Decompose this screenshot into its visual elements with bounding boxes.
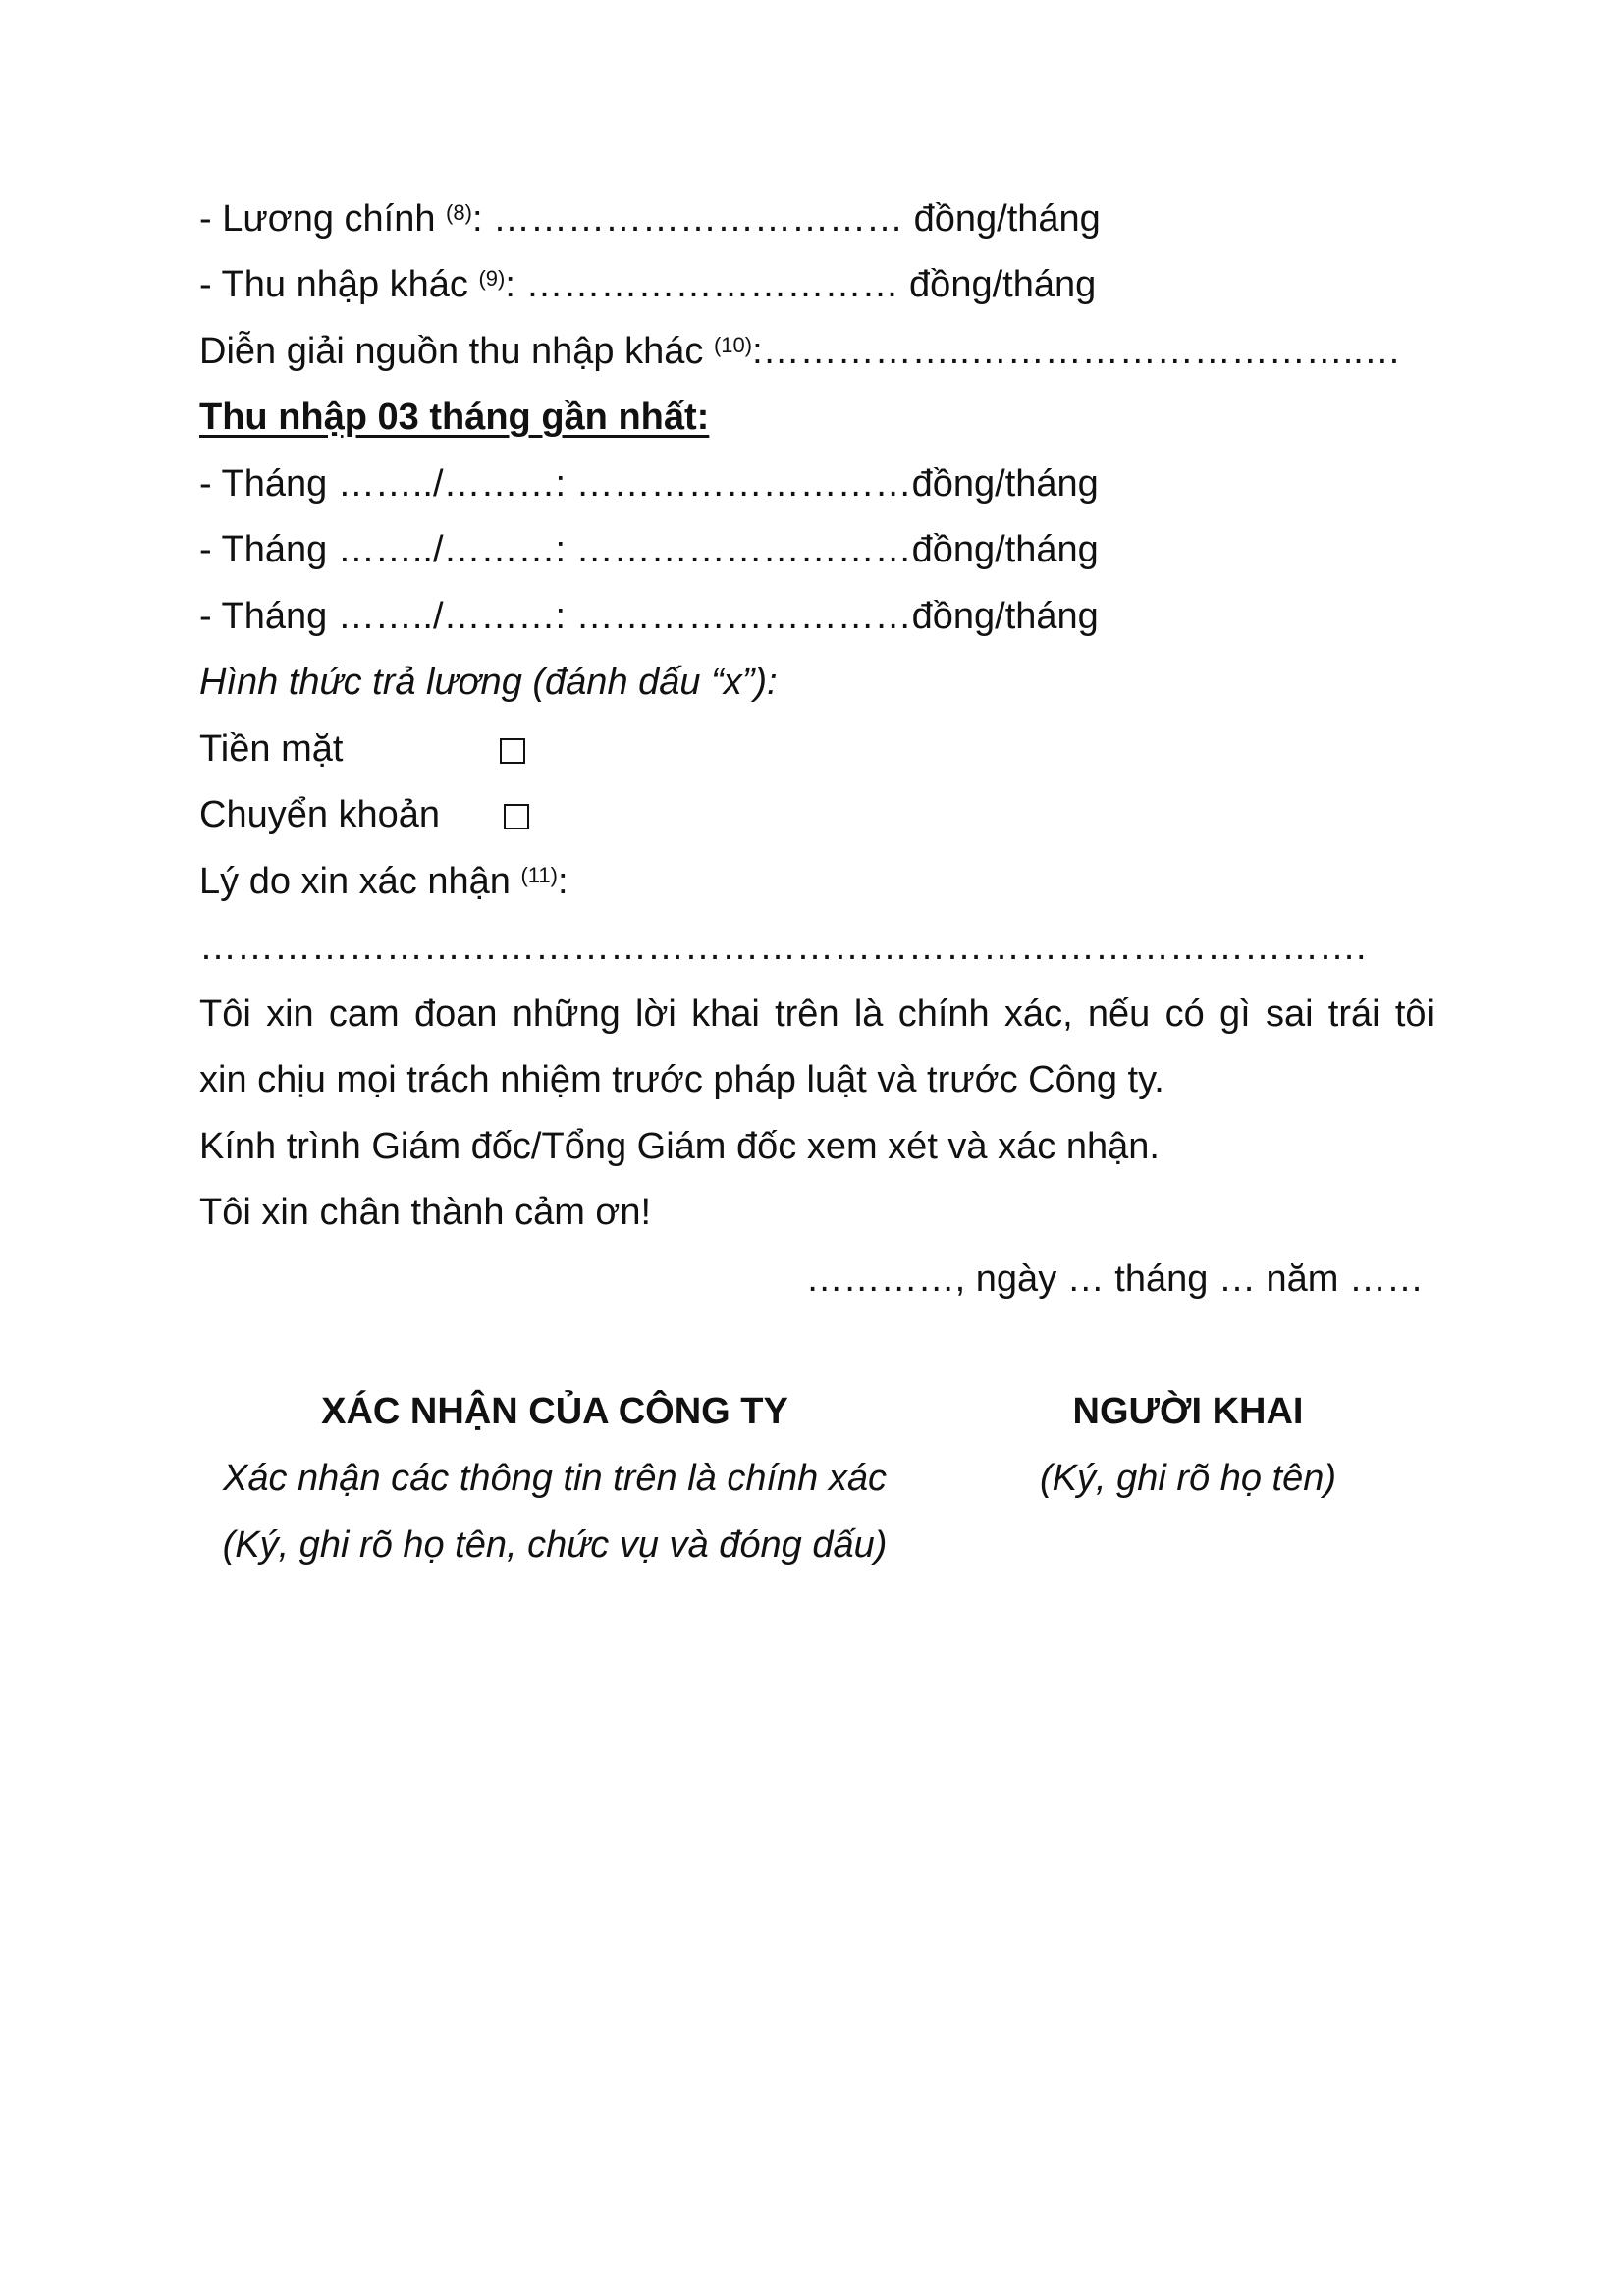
recent-income-heading: Thu nhập 03 tháng gần nhất: (199, 397, 710, 438)
reason-fill-line: …………………………………………………………………………………. (199, 927, 1367, 968)
main-salary-fill: : …………………………… đồng/tháng (471, 198, 1101, 240)
footnote-10: (10) (713, 333, 753, 357)
footnote-8: (8) (446, 200, 472, 225)
company-signature-note-1: Xác nhận các thông tin trên là chính xác (223, 1458, 887, 1499)
payment-option-transfer-checkbox[interactable] (504, 804, 529, 829)
reason-label: Lý do xin xác nhận (199, 861, 521, 902)
declaration-line-2: xin chịu mọi trách nhiệm trước pháp luật và trước Công ty. (199, 1059, 1164, 1100)
month-line-3: - Tháng ……../………: ………………………đồng/tháng (199, 596, 1099, 637)
company-signature-title: XÁC NHẬN CỦA CÔNG TY (321, 1391, 788, 1432)
declaration-line-3: Kính trình Giám đốc/Tổng Giám đốc xem xét và xác nhận. (199, 1126, 1160, 1167)
reason-suffix: : (557, 861, 568, 902)
main-salary-label: - Lương chính (199, 198, 447, 240)
other-source-fill: :……………..…………………………..… (752, 331, 1401, 372)
declaration-line-1: Tôi xin cam đoan những lời khai trên là chính xác, nếu có gì sai trái tôi (199, 993, 1434, 1035)
declarant-signature-note: (Ký, ghi rõ họ tên) (1039, 1458, 1337, 1499)
payment-option-transfer-label: Chuyển khoản (199, 794, 441, 835)
declaration-line-4: Tôi xin chân thành cảm ơn! (199, 1192, 652, 1233)
other-income-line (199, 262, 1096, 307)
month-line-1: - Tháng ……../………: ………………………đồng/tháng (199, 463, 1099, 505)
main-salary-line (199, 196, 1101, 241)
company-signature-note-2: (Ký, ghi rõ họ tên, chức vụ và đóng dấu) (222, 1524, 888, 1566)
payment-option-cash-label: Tiền mặt (199, 728, 344, 770)
other-source-line (199, 329, 1401, 374)
reason-label-line (199, 859, 568, 904)
payment-option-cash-checkbox[interactable] (500, 738, 525, 764)
footnote-11: (11) (520, 863, 558, 887)
month-line-2: - Tháng ……../………: ………………………đồng/tháng (199, 529, 1099, 570)
other-income-fill: : ………………………… đồng/tháng (505, 264, 1097, 305)
declarant-signature-title: NGƯỜI KHAI (1072, 1391, 1304, 1432)
other-income-label: - Thu nhập khác (199, 264, 479, 305)
payment-method-label: Hình thức trả lương (đánh dấu “x”): (199, 662, 778, 703)
other-source-label: Diễn giải nguồn thu nhập khác (199, 331, 714, 372)
date-line: …………, ngày … tháng … năm …… (805, 1258, 1424, 1300)
company-signature-block (196, 1389, 913, 1568)
declarant-signature-block (992, 1389, 1384, 1501)
footnote-9: (9) (478, 266, 506, 291)
